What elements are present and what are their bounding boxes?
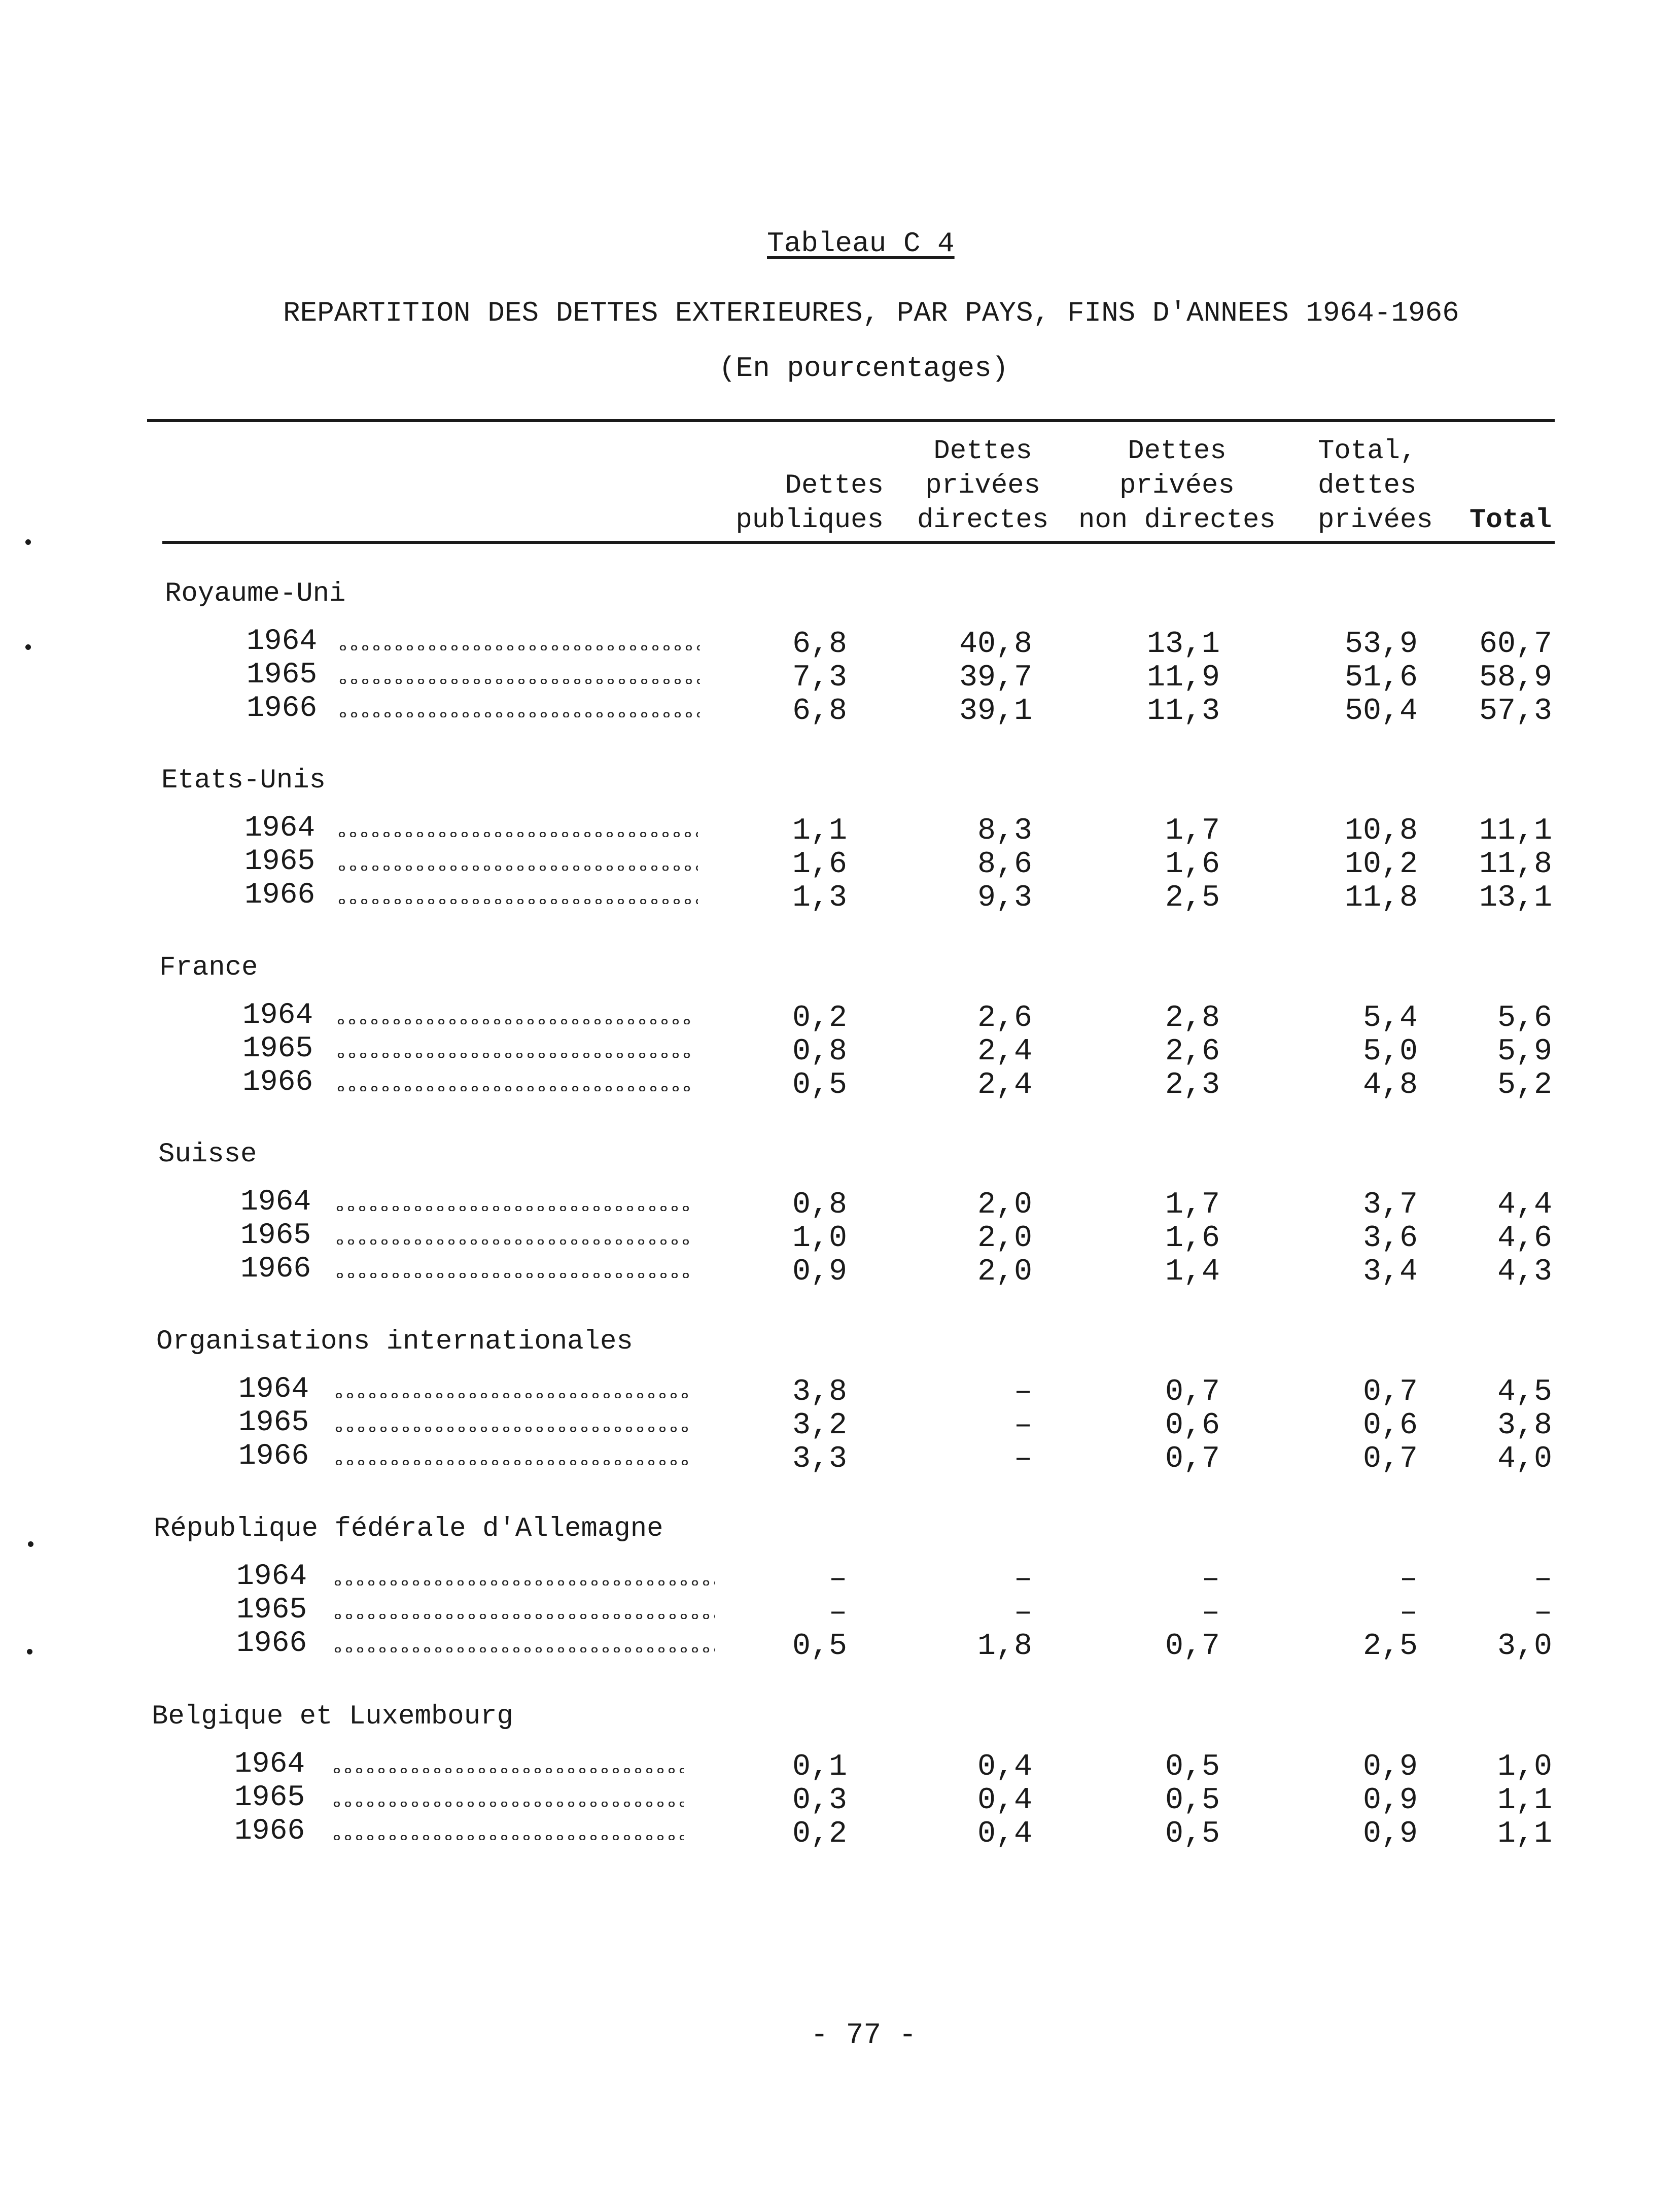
dot-leader bbox=[335, 1053, 694, 1058]
margin-mark bbox=[27, 1649, 32, 1654]
table-cell: 11,3 bbox=[1146, 694, 1220, 729]
table-cell: 3,0 bbox=[1497, 1629, 1552, 1664]
table-cell: 0,7 bbox=[1362, 1375, 1418, 1409]
table-cell: 2,0 bbox=[977, 1255, 1032, 1289]
table-cell: 6,8 bbox=[792, 694, 847, 729]
table-cell: 10,8 bbox=[1344, 814, 1418, 848]
table-cell: 5,2 bbox=[1497, 1068, 1552, 1102]
table-cell: 0,8 bbox=[792, 1188, 847, 1222]
row-year: 1964 bbox=[244, 812, 316, 845]
table-cell: – bbox=[828, 1562, 847, 1597]
table-cell: 2,8 bbox=[1165, 1001, 1220, 1036]
table-cell: – bbox=[1013, 1562, 1032, 1597]
table-cell: 2,0 bbox=[977, 1221, 1032, 1256]
table-cell: 0,7 bbox=[1165, 1375, 1220, 1409]
row-year: 1965 bbox=[238, 1406, 309, 1439]
row-year: 1964 bbox=[236, 1560, 307, 1593]
table-cell: 0,2 bbox=[792, 1817, 847, 1851]
table-cell: 13,1 bbox=[1146, 627, 1220, 662]
column-header-total-dettes-privees: Total, dettes privées bbox=[1318, 436, 1433, 536]
table-cell: 11,9 bbox=[1146, 661, 1220, 695]
table-cell: – bbox=[1013, 1596, 1032, 1630]
row-year: 1966 bbox=[242, 1066, 313, 1099]
table-cell: 53,9 bbox=[1344, 627, 1418, 662]
table-cell: 1,7 bbox=[1165, 1188, 1220, 1222]
row-year: 1964 bbox=[247, 625, 318, 658]
country-label: Belgique et Luxembourg bbox=[152, 1701, 513, 1732]
table-cell: 0,6 bbox=[1165, 1408, 1220, 1443]
table-cell: 0,6 bbox=[1362, 1408, 1418, 1443]
table-cell: 3,8 bbox=[1497, 1408, 1552, 1443]
table-cell: 4,3 bbox=[1497, 1255, 1552, 1289]
dot-leader bbox=[334, 1273, 691, 1278]
table-cell: 39,7 bbox=[959, 661, 1032, 695]
row-year: 1966 bbox=[236, 1627, 307, 1660]
table-cell: – bbox=[1013, 1442, 1032, 1476]
country-label: Royaume-Uni bbox=[165, 578, 346, 609]
row-year: 1964 bbox=[242, 999, 313, 1032]
column-header-total: Total bbox=[1469, 505, 1552, 536]
row-year: 1966 bbox=[244, 879, 316, 912]
dot-leader bbox=[336, 866, 698, 871]
table-cell: 1,7 bbox=[1165, 814, 1220, 848]
country-label: France bbox=[159, 952, 258, 983]
country-label: Etats-Unis bbox=[161, 765, 326, 796]
table-cell: 1,6 bbox=[792, 847, 847, 882]
page-number: - 77 - bbox=[811, 2019, 917, 2052]
table-cell: 1,6 bbox=[1165, 1221, 1220, 1256]
table-cell: 4,0 bbox=[1497, 1442, 1552, 1476]
table-cell: – bbox=[1399, 1596, 1418, 1630]
table-cell: 2,0 bbox=[977, 1188, 1032, 1222]
table-cell: 4,6 bbox=[1497, 1221, 1552, 1256]
row-year: 1965 bbox=[242, 1032, 313, 1065]
table-cell: 3,8 bbox=[792, 1375, 847, 1409]
table-cell: 0,9 bbox=[792, 1255, 847, 1289]
dot-leader bbox=[334, 1239, 691, 1245]
table-cell: 0,9 bbox=[1362, 1817, 1418, 1851]
table-cell: 11,1 bbox=[1479, 814, 1552, 848]
dot-leader bbox=[337, 712, 700, 717]
table-cell: 40,8 bbox=[959, 627, 1032, 662]
table-cell: 1,1 bbox=[792, 814, 847, 848]
table-cell: 2,4 bbox=[977, 1068, 1032, 1102]
table-cell: – bbox=[1533, 1596, 1552, 1630]
table-cell: 0,1 bbox=[792, 1750, 847, 1784]
table-cell: 5,4 bbox=[1362, 1001, 1418, 1036]
dot-leader bbox=[331, 1768, 684, 1773]
column-header-dettes-privees-non-directes: Dettes privées non directes bbox=[1078, 436, 1276, 536]
table-title: REPARTITION DES DETTES EXTERIEURES, PAR PAYS, FINS D'ANNEES 1964-1966 bbox=[283, 297, 1459, 329]
dot-leader bbox=[332, 1614, 715, 1619]
row-year: 1964 bbox=[240, 1186, 311, 1219]
table-cell: 8,6 bbox=[977, 847, 1032, 882]
dot-leader bbox=[333, 1393, 688, 1398]
dot-leader bbox=[333, 1460, 688, 1465]
table-cell: 11,8 bbox=[1479, 847, 1552, 882]
dot-leader bbox=[335, 1086, 694, 1091]
margin-mark bbox=[25, 644, 31, 650]
table-cell: 2,4 bbox=[977, 1034, 1032, 1069]
row-year: 1966 bbox=[238, 1440, 309, 1473]
table-cell: – bbox=[1399, 1562, 1418, 1597]
table-cell: 11,8 bbox=[1344, 881, 1418, 915]
table-cell: 1,3 bbox=[792, 881, 847, 915]
dot-leader bbox=[334, 1206, 691, 1211]
dot-leader bbox=[331, 1835, 684, 1840]
dot-leader bbox=[332, 1647, 715, 1652]
table-cell: 4,5 bbox=[1497, 1375, 1552, 1409]
table-cell: 1,1 bbox=[1497, 1817, 1552, 1851]
dot-leader bbox=[337, 679, 700, 684]
table-cell: 39,1 bbox=[959, 694, 1032, 729]
table-cell: 0,2 bbox=[792, 1001, 847, 1036]
table-cell: 0,5 bbox=[1165, 1750, 1220, 1784]
table-cell: 5,9 bbox=[1497, 1034, 1552, 1069]
table-cell: 0,4 bbox=[977, 1783, 1032, 1818]
table-cell: 50,4 bbox=[1344, 694, 1418, 729]
table-cell: 2,5 bbox=[1165, 881, 1220, 915]
table-cell: 5,0 bbox=[1362, 1034, 1418, 1069]
table-cell: 1,1 bbox=[1497, 1783, 1552, 1818]
dot-leader bbox=[335, 1019, 694, 1024]
dot-leader bbox=[336, 832, 698, 837]
row-year: 1965 bbox=[236, 1594, 307, 1627]
dot-leader bbox=[333, 1427, 688, 1432]
table-cell: 2,5 bbox=[1362, 1629, 1418, 1664]
table-cell: 2,6 bbox=[977, 1001, 1032, 1036]
dot-leader bbox=[331, 1802, 684, 1807]
table-cell: 57,3 bbox=[1479, 694, 1552, 729]
table-cell: 0,8 bbox=[792, 1034, 847, 1069]
table-cell: 2,6 bbox=[1165, 1034, 1220, 1069]
header-rule bbox=[162, 541, 1555, 544]
row-year: 1966 bbox=[234, 1815, 305, 1848]
table-cell: – bbox=[1201, 1562, 1220, 1597]
country-label: République fédérale d'Allemagne bbox=[154, 1513, 663, 1544]
table-cell: 6,8 bbox=[792, 627, 847, 662]
margin-mark bbox=[25, 539, 31, 545]
table-cell: 0,9 bbox=[1362, 1783, 1418, 1818]
table-cell: – bbox=[1533, 1562, 1552, 1597]
table-cell: 0,5 bbox=[1165, 1817, 1220, 1851]
table-cell: 58,9 bbox=[1479, 661, 1552, 695]
table-cell: 0,7 bbox=[1165, 1442, 1220, 1476]
table-cell: 60,7 bbox=[1479, 627, 1552, 662]
table-cell: 3,7 bbox=[1362, 1188, 1418, 1222]
table-cell: – bbox=[828, 1596, 847, 1630]
table-cell: 0,4 bbox=[977, 1750, 1032, 1784]
dot-leader bbox=[332, 1580, 715, 1585]
table-cell: 0,5 bbox=[1165, 1783, 1220, 1818]
margin-mark bbox=[28, 1541, 33, 1547]
table-cell: 3,3 bbox=[792, 1442, 847, 1476]
table-cell: 13,1 bbox=[1479, 881, 1552, 915]
table-cell: 3,2 bbox=[792, 1408, 847, 1443]
table-cell: 5,6 bbox=[1497, 1001, 1552, 1036]
table-cell: 0,3 bbox=[792, 1783, 847, 1818]
row-year: 1966 bbox=[247, 692, 318, 725]
dot-leader bbox=[336, 899, 698, 904]
row-year: 1966 bbox=[240, 1253, 311, 1286]
column-header-dettes-publiques: Dettes publiques bbox=[736, 470, 884, 536]
column-header-dettes-privees-directes: Dettes privées directes bbox=[917, 436, 1049, 536]
table-cell: 8,3 bbox=[977, 814, 1032, 848]
top-rule bbox=[147, 419, 1555, 422]
table-cell: 51,6 bbox=[1344, 661, 1418, 695]
table-cell: 10,2 bbox=[1344, 847, 1418, 882]
table-caption: Tableau C 4 bbox=[767, 227, 955, 260]
table-cell: – bbox=[1013, 1375, 1032, 1409]
row-year: 1965 bbox=[244, 845, 316, 878]
table-cell: 0,9 bbox=[1362, 1750, 1418, 1784]
table-cell: 4,8 bbox=[1362, 1068, 1418, 1102]
table-cell: 0,7 bbox=[1165, 1629, 1220, 1664]
table-cell: 9,3 bbox=[977, 881, 1032, 915]
table-cell: 0,7 bbox=[1362, 1442, 1418, 1476]
table-cell: – bbox=[1013, 1408, 1032, 1443]
table-cell: 1,8 bbox=[977, 1629, 1032, 1664]
table-cell: 0,4 bbox=[977, 1817, 1032, 1851]
table-cell: 0,5 bbox=[792, 1629, 847, 1664]
dot-leader bbox=[337, 645, 700, 650]
table-cell: 2,3 bbox=[1165, 1068, 1220, 1102]
country-label: Suisse bbox=[158, 1139, 257, 1170]
table-subtitle: (En pourcentages) bbox=[719, 352, 1009, 385]
table-cell: 7,3 bbox=[792, 661, 847, 695]
country-label: Organisations internationales bbox=[156, 1326, 633, 1357]
table-cell: 3,6 bbox=[1362, 1221, 1418, 1256]
table-cell: 0,5 bbox=[792, 1068, 847, 1102]
row-year: 1965 bbox=[247, 659, 318, 692]
table-cell: 1,6 bbox=[1165, 847, 1220, 882]
table-cell: 4,4 bbox=[1497, 1188, 1552, 1222]
table-cell: 1,4 bbox=[1165, 1255, 1220, 1289]
row-year: 1965 bbox=[234, 1781, 305, 1814]
row-year: 1964 bbox=[234, 1748, 305, 1781]
table-cell: – bbox=[1201, 1596, 1220, 1630]
row-year: 1964 bbox=[238, 1373, 309, 1406]
table-cell: 3,4 bbox=[1362, 1255, 1418, 1289]
table-cell: 1,0 bbox=[792, 1221, 847, 1256]
table-cell: 1,0 bbox=[1497, 1750, 1552, 1784]
row-year: 1965 bbox=[240, 1219, 311, 1252]
